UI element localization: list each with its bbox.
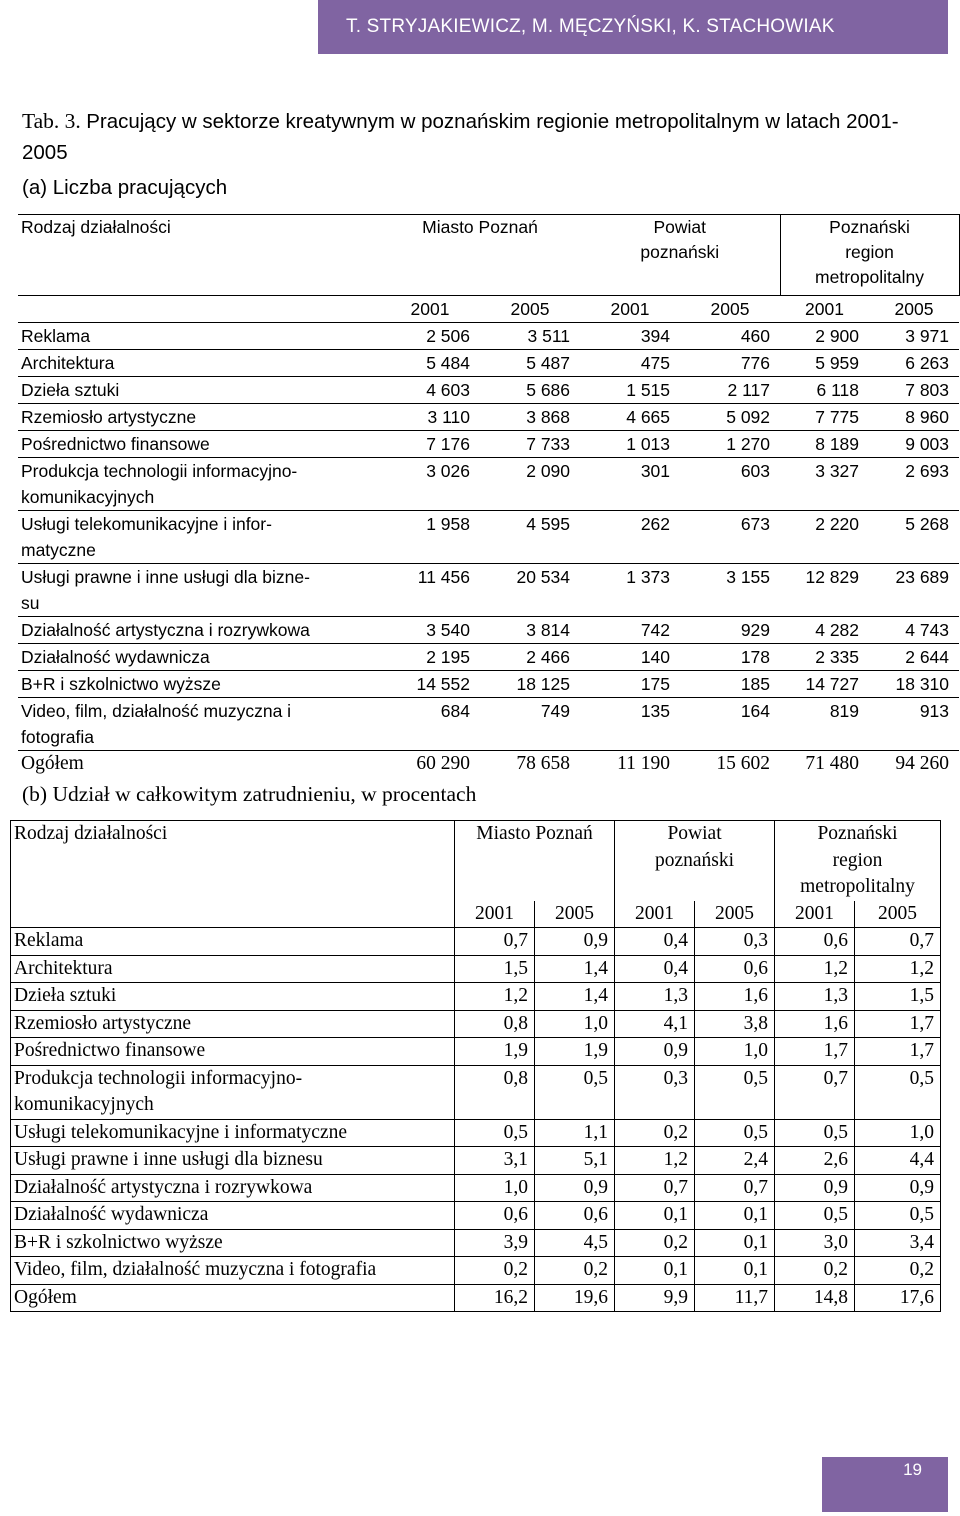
cell-value: 1,9 [535, 1038, 615, 1066]
cell-value: 0,9 [535, 928, 615, 956]
row-label-line: fotografia [21, 727, 94, 747]
cell-value: 1,3 [615, 983, 695, 1011]
row-label-line: Ogółem [14, 1286, 77, 1308]
cell-value: 475 [580, 350, 680, 377]
cell-value: 0,5 [855, 1202, 941, 1230]
table-row [11, 1038, 941, 1066]
cell-value: 5,1 [535, 1147, 615, 1175]
cell-value: 0,5 [775, 1202, 855, 1230]
col-powiat-line: Powiat [653, 217, 707, 237]
cell-value: 4 743 [869, 617, 959, 644]
row-label [18, 564, 380, 617]
cell-value: 9 003 [869, 431, 959, 458]
table-row [18, 671, 959, 698]
col-region-line: metropolitalny [815, 267, 924, 287]
table-row [18, 431, 959, 458]
row-label [11, 1174, 455, 1202]
cell-value: 1,2 [775, 955, 855, 983]
table-row [11, 1065, 941, 1119]
cell-value: 2 466 [480, 644, 580, 671]
cell-value: 7 803 [869, 377, 959, 404]
row-label-line: su [21, 593, 40, 613]
caption-text: Pracujący w sektorze kreatywnym w poznańskim regionie metropolitalnym w latach 2001-2005 [22, 110, 899, 164]
row-label [11, 1119, 455, 1147]
cell-value: 3 511 [480, 323, 580, 350]
cell-value: 3 026 [380, 458, 480, 511]
col-region-line: Poznański [817, 823, 898, 844]
cell-value: 0,1 [695, 1229, 775, 1257]
cell-value: 1 373 [580, 564, 680, 617]
row-label-line: Reklama [14, 930, 84, 951]
table-a [18, 214, 960, 777]
cell-value: 7 176 [380, 431, 480, 458]
row-label [11, 1229, 455, 1257]
cell-value: 1,0 [695, 1038, 775, 1066]
cell-value: 0,8 [455, 1010, 535, 1038]
cell-value: 5 268 [869, 511, 959, 564]
cell-value: 0,1 [615, 1257, 695, 1285]
table-row [11, 1174, 941, 1202]
year-header: 2005 [680, 296, 780, 323]
cell-value: 3,1 [455, 1147, 535, 1175]
year-header: 2001 [380, 296, 480, 323]
row-label-line: Pośrednictwo finansowe [14, 1040, 206, 1061]
cell-value: 1,6 [775, 1010, 855, 1038]
cell-value: 0,5 [535, 1065, 615, 1119]
table-row [18, 350, 959, 377]
cell-value: 1 515 [580, 377, 680, 404]
row-label-line: Produkcja technologii informacyjno- [14, 1067, 303, 1089]
cell-value: 1,6 [695, 983, 775, 1011]
cell-value: 262 [580, 511, 680, 564]
row-label-line: B+R i szkolnictwo wyższe [14, 1231, 223, 1253]
cell-value: 3,4 [855, 1229, 941, 1257]
row-label-line: Reklama [21, 326, 91, 346]
total-value: 15 602 [680, 751, 780, 778]
table-row [18, 377, 959, 404]
cell-value: 0,2 [455, 1257, 535, 1285]
table-a-total-row [18, 751, 959, 778]
cell-value: 175 [580, 671, 680, 698]
col-region-header [780, 215, 959, 296]
row-label [18, 404, 380, 431]
table-row [11, 1257, 941, 1285]
page-number: 19 [903, 1460, 922, 1479]
year-header: 2005 [695, 901, 775, 928]
cell-value: 4,5 [535, 1229, 615, 1257]
cell-value: 776 [680, 350, 780, 377]
col-region-line: metropolitalny [800, 876, 915, 897]
cell-value: 6 118 [780, 377, 869, 404]
row-label [18, 698, 380, 751]
cell-value: 1,0 [855, 1119, 941, 1147]
col-powiat-header [580, 215, 780, 296]
row-label-line: Działalność artystyczna i rozrywkowa [14, 1176, 313, 1198]
row-label [11, 1010, 455, 1038]
row-label [11, 1065, 455, 1119]
cell-value: 3 971 [869, 323, 959, 350]
cell-value: 3 110 [380, 404, 480, 431]
cell-value: 0,7 [695, 1174, 775, 1202]
cell-value: 4 595 [480, 511, 580, 564]
total-value: 60 290 [380, 751, 480, 778]
row-label [18, 617, 380, 644]
row-label [18, 644, 380, 671]
cell-value: 1,1 [535, 1119, 615, 1147]
cell-value: 2 220 [780, 511, 869, 564]
cell-value: 9,9 [615, 1284, 695, 1312]
total-value: 78 658 [480, 751, 580, 778]
row-label [11, 1257, 455, 1285]
cell-value: 0,6 [775, 928, 855, 956]
cell-value: 0,9 [855, 1174, 941, 1202]
cell-value: 140 [580, 644, 680, 671]
table-row [11, 1147, 941, 1175]
cell-value: 0,2 [615, 1119, 695, 1147]
cell-value: 185 [680, 671, 780, 698]
cell-value: 0,2 [775, 1257, 855, 1285]
cell-value: 0,3 [695, 928, 775, 956]
cell-value: 0,4 [615, 928, 695, 956]
col-city-header: Miasto Poznań [380, 215, 580, 296]
cell-value: 3 327 [780, 458, 869, 511]
col-powiat-line: poznański [654, 849, 735, 871]
row-label [11, 928, 455, 956]
cell-value: 0,8 [455, 1065, 535, 1119]
table-row [18, 617, 959, 644]
total-label: Ogółem [18, 751, 380, 778]
row-label [18, 458, 380, 511]
row-label-line: Produkcja technologii informacyjno- [21, 461, 298, 481]
row-label-line: matyczne [21, 540, 96, 560]
cell-value: 8 189 [780, 431, 869, 458]
row-label-line: Działalność wydawnicza [14, 1204, 209, 1225]
col-region-header [775, 821, 941, 901]
cell-value: 1,4 [535, 983, 615, 1011]
cell-value: 0,5 [775, 1119, 855, 1147]
cell-value: 2,4 [695, 1147, 775, 1175]
cell-value: 0,1 [695, 1202, 775, 1230]
year-header: 2005 [855, 901, 941, 928]
cell-value: 0,5 [695, 1065, 775, 1119]
cell-value: 0,7 [775, 1065, 855, 1119]
running-header: T. STRYJAKIEWICZ, M. MĘCZYŃSKI, K. STACHOWIAK [346, 16, 835, 37]
table-caption [22, 106, 942, 168]
cell-value: 8 960 [869, 404, 959, 431]
table-row [11, 1202, 941, 1230]
cell-value: 7 733 [480, 431, 580, 458]
cell-value: 164 [680, 698, 780, 751]
row-label-line: Architektura [21, 353, 115, 373]
table-b-header-row [11, 821, 941, 901]
cell-value: 5 686 [480, 377, 580, 404]
cell-value: 0,7 [455, 928, 535, 956]
col-city-header: Miasto Poznań [455, 821, 615, 901]
total-value: 94 260 [869, 751, 959, 778]
row-label [11, 1147, 455, 1175]
cell-value: 301 [580, 458, 680, 511]
table-row [11, 1229, 941, 1257]
year-header: 2005 [869, 296, 959, 323]
cell-value: 1,0 [455, 1174, 535, 1202]
cell-value: 0,5 [855, 1065, 941, 1119]
cell-value: 394 [580, 323, 680, 350]
col-powiat-line: poznański [640, 242, 720, 262]
cell-value: 1,2 [855, 955, 941, 983]
table-row [11, 1119, 941, 1147]
row-label [18, 377, 380, 404]
row-label-line: komunikacyjnych [14, 1094, 154, 1115]
cell-value: 742 [580, 617, 680, 644]
cell-value: 3,8 [695, 1010, 775, 1038]
cell-value: 0,6 [455, 1202, 535, 1230]
row-label-line: Dzieła sztuki [21, 380, 120, 400]
row-label [11, 1284, 455, 1312]
cell-value: 20 534 [480, 564, 580, 617]
table-row [18, 564, 959, 617]
table-row [11, 1284, 941, 1312]
year-header: 2001 [775, 901, 855, 928]
cell-value: 2 900 [780, 323, 869, 350]
cell-value: 0,4 [615, 955, 695, 983]
cell-value: 16,2 [455, 1284, 535, 1312]
cell-value: 14 727 [780, 671, 869, 698]
cell-value: 14 552 [380, 671, 480, 698]
cell-value: 2 335 [780, 644, 869, 671]
cell-value: 6 263 [869, 350, 959, 377]
row-label-line: Architektura [14, 957, 113, 979]
row-label-line: Dzieła sztuki [14, 985, 117, 1006]
row-label-line: Pośrednictwo finansowe [21, 434, 210, 454]
cell-value: 17,6 [855, 1284, 941, 1312]
cell-value: 0,3 [615, 1065, 695, 1119]
row-label-line: Rzemiosło artystyczne [14, 1012, 192, 1034]
years-spacer [18, 296, 380, 323]
cell-value: 12 829 [780, 564, 869, 617]
cell-value: 1,0 [535, 1010, 615, 1038]
cell-value: 3 868 [480, 404, 580, 431]
cell-value: 2 090 [480, 458, 580, 511]
col-region-line: region [845, 242, 894, 262]
cell-value: 0,2 [535, 1257, 615, 1285]
year-header: 2001 [580, 296, 680, 323]
col-region-line: region [832, 849, 883, 871]
cell-value: 2,6 [775, 1147, 855, 1175]
year-header: 2005 [480, 296, 580, 323]
cell-value: 749 [480, 698, 580, 751]
cell-value: 4,1 [615, 1010, 695, 1038]
cell-value: 913 [869, 698, 959, 751]
row-label-line: Usługi prawne i inne usługi dla bizne- [21, 567, 310, 587]
cell-value: 1,2 [455, 983, 535, 1011]
row-label [18, 431, 380, 458]
cell-value: 178 [680, 644, 780, 671]
cell-value: 4 282 [780, 617, 869, 644]
row-label [11, 955, 455, 983]
col-powiat-header [615, 821, 775, 901]
row-label-line: Usługi telekomunikacyjne i infor- [21, 514, 272, 534]
cell-value: 4 603 [380, 377, 480, 404]
cell-value: 0,9 [775, 1174, 855, 1202]
cell-value: 5 959 [780, 350, 869, 377]
cell-value: 2 117 [680, 377, 780, 404]
row-label [11, 1202, 455, 1230]
cell-value: 2 644 [869, 644, 959, 671]
cell-value: 0,1 [615, 1202, 695, 1230]
year-header: 2001 [455, 901, 535, 928]
cell-value: 0,7 [615, 1174, 695, 1202]
cell-value: 1,7 [775, 1038, 855, 1066]
cell-value: 0,6 [535, 1202, 615, 1230]
cell-value: 1 270 [680, 431, 780, 458]
year-header: 2005 [535, 901, 615, 928]
row-label [11, 983, 455, 1011]
cell-value: 7 775 [780, 404, 869, 431]
cell-value: 0,6 [695, 955, 775, 983]
cell-value: 4,4 [855, 1147, 941, 1175]
col-activity-header: Rodzaj działalności [11, 821, 455, 928]
row-label [11, 1038, 455, 1066]
cell-value: 3,0 [775, 1229, 855, 1257]
cell-value: 19,6 [535, 1284, 615, 1312]
table-row [11, 955, 941, 983]
year-header: 2001 [615, 901, 695, 928]
cell-value: 18 125 [480, 671, 580, 698]
cell-value: 14,8 [775, 1284, 855, 1312]
cell-value: 3 814 [480, 617, 580, 644]
total-value: 71 480 [780, 751, 869, 778]
table-a-header-row [18, 215, 959, 296]
cell-value: 23 689 [869, 564, 959, 617]
cell-value: 1,2 [615, 1147, 695, 1175]
cell-value: 4 665 [580, 404, 680, 431]
cell-value: 3,9 [455, 1229, 535, 1257]
total-value: 11 190 [580, 751, 680, 778]
cell-value: 2 506 [380, 323, 480, 350]
row-label-line: B+R i szkolnictwo wyższe [21, 674, 221, 694]
cell-value: 929 [680, 617, 780, 644]
table-b [10, 820, 941, 1312]
table-row [18, 644, 959, 671]
cell-value: 460 [680, 323, 780, 350]
cell-value: 135 [580, 698, 680, 751]
cell-value: 684 [380, 698, 480, 751]
cell-value: 0,1 [695, 1257, 775, 1285]
cell-value: 2 195 [380, 644, 480, 671]
cell-value: 5 092 [680, 404, 780, 431]
row-label [18, 671, 380, 698]
cell-value: 673 [680, 511, 780, 564]
cell-value: 5 484 [380, 350, 480, 377]
table-a-title: (a) Liczba pracujących [22, 176, 228, 199]
cell-value: 3 155 [680, 564, 780, 617]
cell-value: 1 958 [380, 511, 480, 564]
cell-value: 0,9 [535, 1174, 615, 1202]
cell-value: 0,2 [615, 1229, 695, 1257]
cell-value: 603 [680, 458, 780, 511]
cell-value: 819 [780, 698, 869, 751]
row-label-line: komunikacyjnych [21, 487, 155, 507]
col-region-line: Poznański [829, 217, 910, 237]
table-row [11, 928, 941, 956]
cell-value: 1,9 [455, 1038, 535, 1066]
cell-value: 5 487 [480, 350, 580, 377]
row-label-line: Usługi telekomunikacyjne i informatyczne [14, 1121, 348, 1143]
cell-value: 0,7 [855, 928, 941, 956]
year-header: 2001 [780, 296, 869, 323]
col-powiat-line: Powiat [667, 823, 722, 844]
row-label [18, 511, 380, 564]
cell-value: 11,7 [695, 1284, 775, 1312]
table-row [18, 404, 959, 431]
cell-value: 1,4 [535, 955, 615, 983]
row-label-line: Usługi prawne i inne usługi dla biznesu [14, 1149, 323, 1170]
table-row [11, 1010, 941, 1038]
row-label-line: Działalność artystyczna i rozrywkowa [21, 620, 310, 640]
table-row [18, 458, 959, 511]
row-label-line: Rzemiosło artystyczne [21, 407, 197, 427]
cell-value: 11 456 [380, 564, 480, 617]
cell-value: 1,3 [775, 983, 855, 1011]
cell-value: 1,7 [855, 1038, 941, 1066]
cell-value: 0,5 [455, 1119, 535, 1147]
cell-value: 3 540 [380, 617, 480, 644]
cell-value: 1,5 [455, 955, 535, 983]
cell-value: 1 013 [580, 431, 680, 458]
row-label-line: Działalność wydawnicza [21, 647, 210, 667]
cell-value: 0,9 [615, 1038, 695, 1066]
row-label [18, 350, 380, 377]
table-row [18, 698, 959, 751]
row-label-line: Video, film, działalność muzyczna i fotografia [14, 1259, 377, 1280]
cell-value: 18 310 [869, 671, 959, 698]
cell-value: 0,2 [855, 1257, 941, 1285]
cell-value: 2 693 [869, 458, 959, 511]
table-a-years-row [18, 296, 959, 323]
table-row [11, 983, 941, 1011]
table-b-title: (b) Udział w całkowitym zatrudnieniu, w procentach [22, 782, 477, 806]
row-label-line: Video, film, działalność muzyczna i [21, 701, 292, 721]
row-label [18, 323, 380, 350]
caption-number: Tab. 3. [22, 109, 81, 133]
table-row [18, 511, 959, 564]
cell-value: 1,5 [855, 983, 941, 1011]
col-activity-header: Rodzaj działalności [18, 215, 380, 296]
cell-value: 0,5 [695, 1119, 775, 1147]
table-row [18, 323, 959, 350]
cell-value: 1,7 [855, 1010, 941, 1038]
